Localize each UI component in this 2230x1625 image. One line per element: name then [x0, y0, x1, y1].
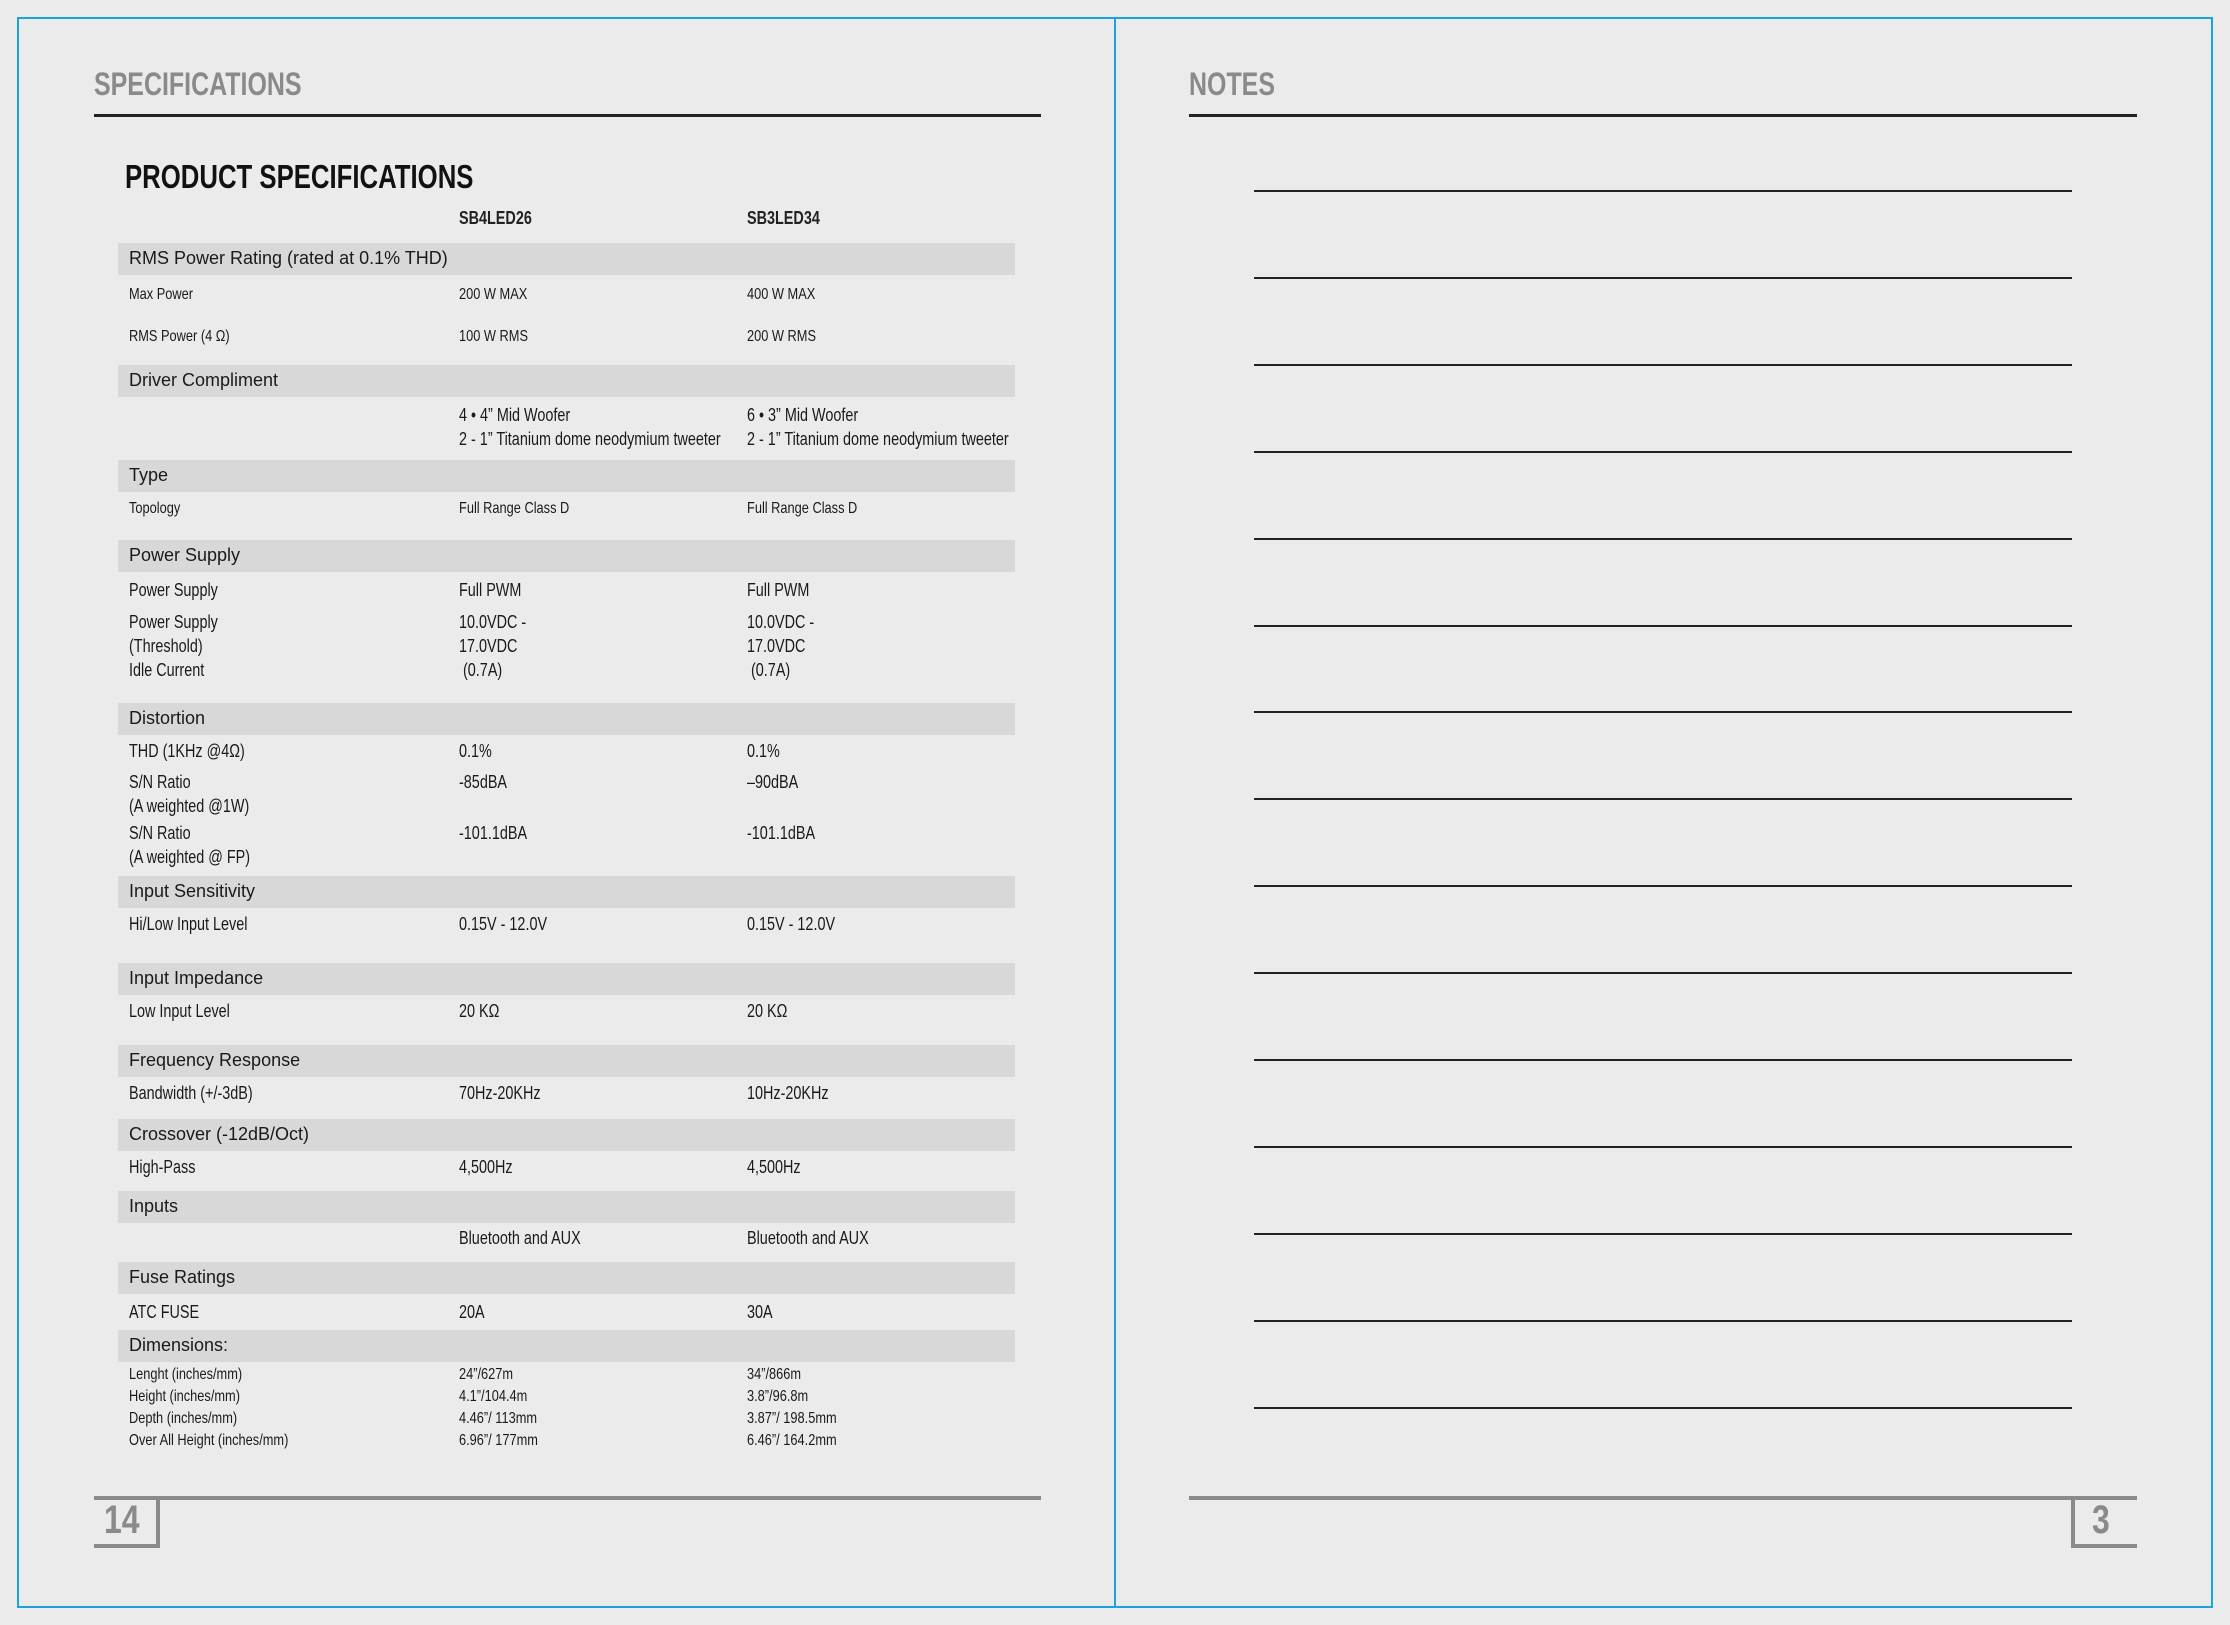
row-label: Hi/Low Input Level [129, 914, 248, 934]
value-sb4led26: 0.1% [459, 741, 492, 761]
note-line [1254, 711, 2072, 713]
section-label: Power Supply [129, 545, 241, 565]
row-label: Max Power [129, 286, 194, 303]
column-header-sb4led26: SB4LED26 [459, 208, 532, 228]
section-band [118, 1191, 1015, 1223]
section-label: Input Sensitivity [129, 881, 256, 901]
left-page-number: 14 [104, 1498, 140, 1542]
row-label: Power Supply [129, 580, 218, 600]
left-page-header: SPECIFICATIONS [94, 66, 302, 102]
section-label: Input Impedance [129, 968, 264, 988]
value-sb3led34: 0.1% [747, 741, 780, 761]
row-label: High-Pass [129, 1157, 196, 1177]
value-sb4led26: Bluetooth and AUX [459, 1228, 581, 1248]
value-sb4led26: 70Hz-20KHz [459, 1083, 541, 1103]
column-header-sb3led34: SB3LED34 [747, 208, 820, 228]
row-label: RMS Power (4 Ω) [129, 328, 230, 345]
section-label: Frequency Response [129, 1050, 301, 1070]
note-line [1254, 1146, 2072, 1148]
note-line [1254, 1407, 2072, 1409]
note-line [1254, 538, 2072, 540]
value-sb4led26: 100 W RMS [459, 328, 528, 345]
section-label: Type [129, 465, 169, 485]
value-sb4led26: Full Range Class D [459, 500, 570, 517]
value-sb3led34: 200 W RMS [747, 328, 816, 345]
value-sb3led34: –90dBA [747, 772, 799, 792]
value-sb3led34: 6 • 3” Mid Woofer 2 - 1” Titanium dome neodymium tweeter [747, 405, 1009, 449]
right-page-number: 3 [2092, 1498, 2110, 1542]
value-sb3led34: Full PWM [747, 580, 810, 600]
value-sb4led26: 10.0VDC - 17.0VDC (0.7A) [459, 612, 527, 680]
value-sb3led34: 30A [747, 1302, 773, 1322]
value-sb4led26: -101.1dBA [459, 823, 528, 843]
note-line [1254, 1233, 2072, 1235]
note-line [1254, 451, 2072, 453]
section-label: Crossover (-12dB/Oct) [129, 1124, 310, 1144]
value-sb4led26: 4,500Hz [459, 1157, 513, 1177]
row-label: Lenght (inches/mm) Height (inches/mm) Depth (inches/mm) Over All Height (inches/mm) [129, 1366, 289, 1449]
section-label: Fuse Ratings [129, 1267, 236, 1287]
row-label: ATC FUSE [129, 1302, 200, 1322]
section-band [118, 1262, 1015, 1294]
value-sb4led26: Full PWM [459, 580, 522, 600]
row-label: THD (1KHz @4Ω) [129, 741, 245, 761]
left-header-rule [94, 114, 1041, 117]
section-label: RMS Power Rating (rated at 0.1% THD) [129, 248, 448, 268]
note-line [1254, 798, 2072, 800]
section-label: Dimensions: [129, 1335, 229, 1355]
section-band [118, 540, 1015, 572]
product-specifications-title: PRODUCT SPECIFICATIONS [125, 158, 474, 195]
value-sb3led34: 4,500Hz [747, 1157, 801, 1177]
value-sb4led26: 20A [459, 1302, 485, 1322]
value-sb3led34: Full Range Class D [747, 500, 858, 517]
row-label: Bandwidth (+/-3dB) [129, 1083, 253, 1103]
right-header-rule [1189, 114, 2137, 117]
note-line [1254, 277, 2072, 279]
section-label: Distortion [129, 708, 206, 728]
note-line [1254, 190, 2072, 192]
value-sb3led34: 10.0VDC - 17.0VDC (0.7A) [747, 612, 815, 680]
section-band [118, 460, 1015, 492]
note-line [1254, 1320, 2072, 1322]
value-sb4led26: 200 W MAX [459, 286, 528, 303]
value-sb3led34: 10Hz-20KHz [747, 1083, 829, 1103]
right-page-header: NOTES [1189, 66, 1275, 102]
note-line [1254, 625, 2072, 627]
value-sb4led26: -85dBA [459, 772, 508, 792]
note-line [1254, 885, 2072, 887]
right-page-frame [1114, 17, 2213, 1608]
section-label: Inputs [129, 1196, 179, 1216]
section-label: Driver Compliment [129, 370, 279, 390]
row-label: Low Input Level [129, 1001, 230, 1021]
section-band [118, 703, 1015, 735]
value-sb3led34: 34”/866m 3.8”/96.8m 3.87”/ 198.5mm 6.46”/ 164.2mm [747, 1366, 837, 1449]
row-label: Power Supply (Threshold) Idle Current [129, 612, 218, 680]
row-label: Topology [129, 500, 181, 517]
value-sb3led34: 20 KΩ [747, 1001, 788, 1021]
left-footer-rule [94, 1496, 1041, 1500]
note-line [1254, 972, 2072, 974]
value-sb3led34: 400 W MAX [747, 286, 816, 303]
row-label: S/N Ratio (A weighted @ FP) [129, 823, 251, 867]
note-line [1254, 364, 2072, 366]
value-sb4led26: 4 • 4” Mid Woofer 2 - 1” Titanium dome neodymium tweeter [459, 405, 721, 449]
section-band [118, 1330, 1015, 1362]
value-sb3led34: -101.1dBA [747, 823, 816, 843]
value-sb4led26: 24”/627m 4.1”/104.4m 4.46”/ 113mm 6.96”/ 177mm [459, 1366, 538, 1449]
value-sb4led26: 0.15V - 12.0V [459, 914, 548, 934]
value-sb3led34: Bluetooth and AUX [747, 1228, 869, 1248]
value-sb3led34: 0.15V - 12.0V [747, 914, 836, 934]
note-line [1254, 1059, 2072, 1061]
value-sb4led26: 20 KΩ [459, 1001, 500, 1021]
right-footer-rule [1189, 1496, 2137, 1500]
row-label: S/N Ratio (A weighted @1W) [129, 772, 250, 816]
